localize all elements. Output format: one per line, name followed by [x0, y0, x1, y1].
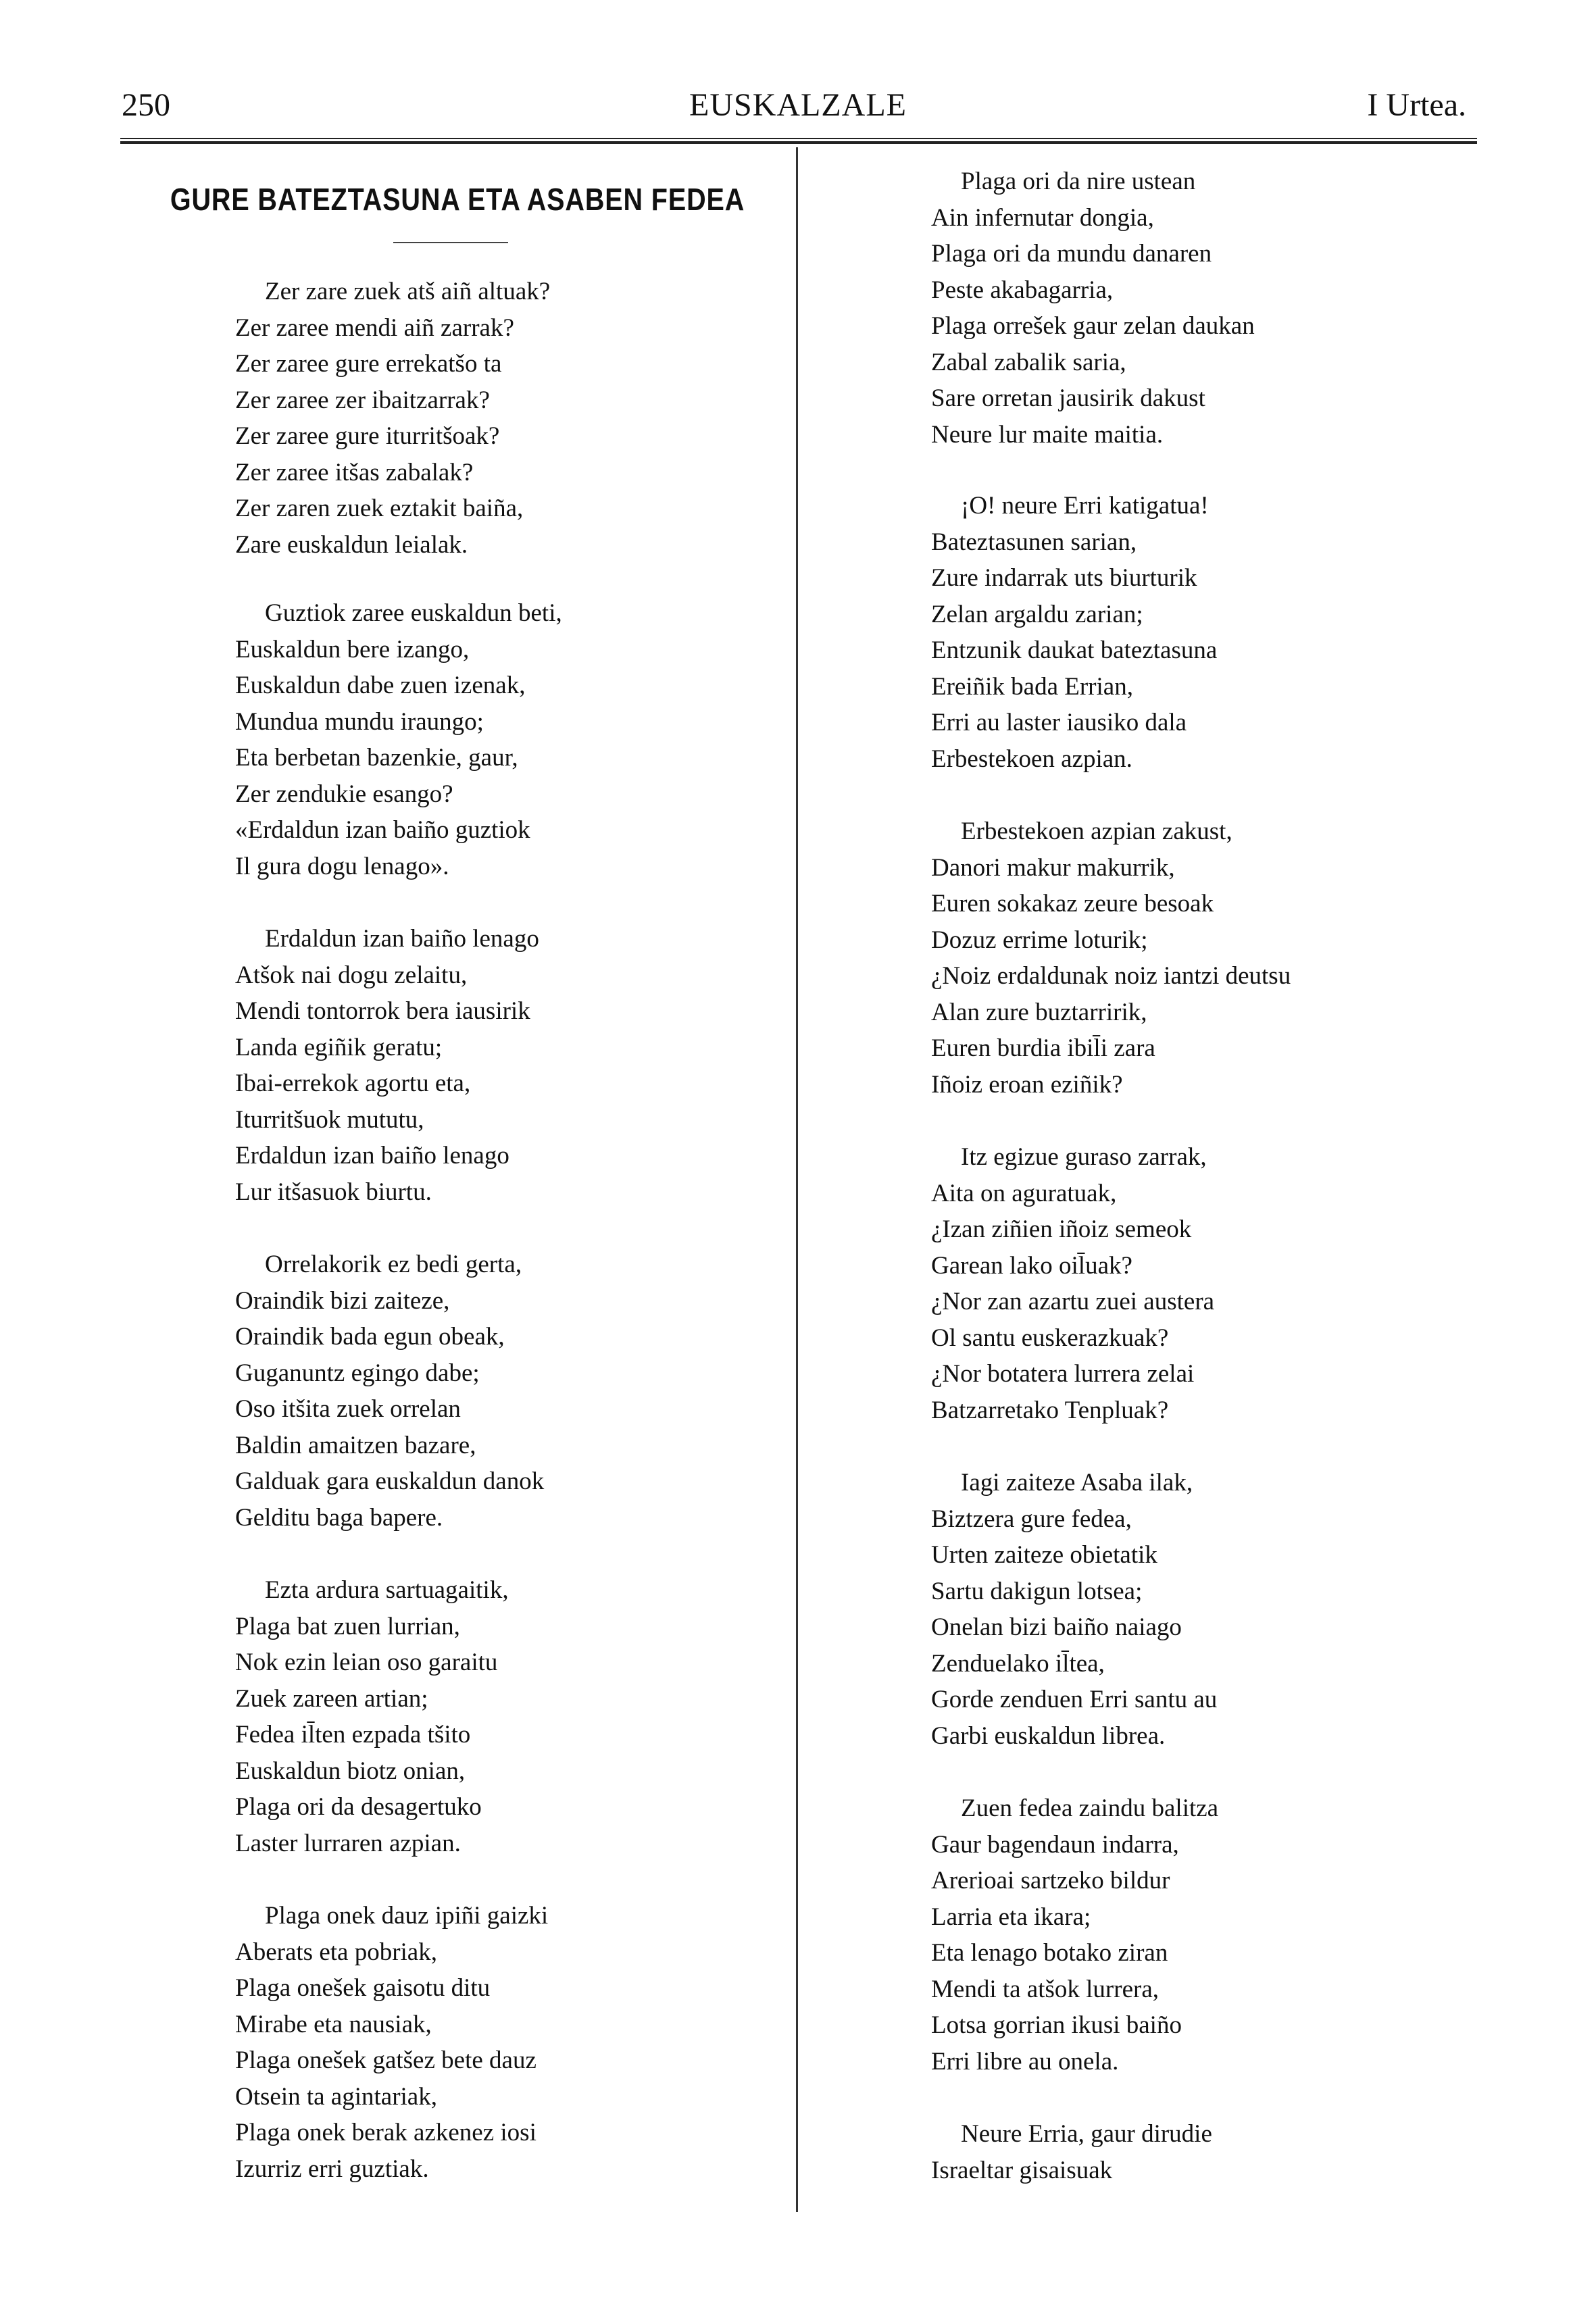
stanza: [235, 1898, 776, 2187]
verse-line: Ereiñik bada Errian,: [931, 672, 1133, 701]
verse-line: Onelan bizi baiño naiago: [931, 1613, 1182, 1641]
verse-line: Guztiok zaree euskaldun beti,: [265, 599, 562, 627]
verse-line: Mendi ta atšok lurrera,: [931, 1975, 1159, 2003]
stanza: [931, 1465, 1472, 1754]
verse-line: Israeltar gisaisuak: [931, 2156, 1113, 2184]
verse-line: Biztzera gure fedea,: [931, 1505, 1132, 1533]
verse-line: Ain infernutar dongia,: [931, 203, 1154, 232]
verse-line: Neure Erria, gaur dirudie: [961, 2120, 1212, 2148]
verse-line: Sartu dakigun lotsea;: [931, 1577, 1143, 1605]
verse-line: Il gura dogu lenago».: [235, 852, 449, 880]
verse-line: Mirabe eta nausiak,: [235, 2010, 432, 2038]
verse-line: Zer zendukie esango?: [235, 780, 453, 808]
verse-line: Zuek zareen artian;: [235, 1684, 428, 1713]
verse-line: Danori makur makurrik,: [931, 853, 1175, 882]
verse-line: Zure indarrak uts biurturik: [931, 564, 1197, 592]
header-rule-thin: [120, 138, 1477, 139]
verse-line: Mendi tontorrok bera iausirik: [235, 997, 530, 1025]
issue-label: I Urtea.: [1367, 87, 1466, 123]
verse-line: Baldin amaitzen bazare,: [235, 1431, 476, 1459]
verse-line: ¡O! neure Erri katigatua!: [961, 492, 1209, 520]
verse-line: Iñoiz eroan eziñik?: [931, 1070, 1123, 1099]
verse-line: Oraindik bizi zaiteze,: [235, 1286, 450, 1315]
stanza: [931, 1790, 1472, 2080]
verse-line: Plaga onešek gaisotu ditu: [235, 1974, 491, 2002]
verse-line: Izurriz erri guztiak.: [235, 2155, 429, 2183]
verse-line: Zuen fedea zaindu balitza: [961, 1794, 1219, 1822]
stanza: [235, 1247, 776, 1536]
page-number: 250: [122, 87, 170, 123]
verse-line: Zer zaree gure iturritšoak?: [235, 422, 500, 450]
verse-line: Erdaldun izan baiño lenago: [235, 1142, 509, 1169]
verse-line: Euren sokakaz zeure besoak: [931, 890, 1214, 917]
verse-line: Lur itšasuok biurtu.: [235, 1178, 432, 1206]
verse-line: Zer zaree gure errekatšo ta: [235, 350, 502, 378]
stanza: [235, 921, 776, 1210]
verse-line: Plaga onešek gatšez bete dauz: [235, 2046, 537, 2074]
verse-line: Plaga ori da mundu danaren: [931, 240, 1212, 268]
verse-line: Orrelakorik ez bedi gerta,: [265, 1251, 522, 1278]
stanza: [931, 488, 1472, 777]
verse-line: Aberats eta pobriak,: [235, 1938, 437, 1966]
verse-line: Ezta ardura sartuagaitik,: [265, 1576, 509, 1604]
verse-line: Garbi euskaldun librea.: [931, 1721, 1166, 1750]
verse-line: Erri libre au onela.: [931, 2047, 1119, 2076]
verse-line: Ol santu euskerazkuak?: [931, 1324, 1169, 1352]
verse-line: Oraindik bada egun obeak,: [235, 1323, 505, 1351]
verse-line: Atšok nai dogu zelaitu,: [235, 961, 468, 989]
verse-line: Gelditu baga bapere.: [235, 1503, 443, 1532]
title-rule: [393, 242, 508, 243]
verse-line: Zare euskaldun leialak.: [235, 530, 468, 559]
verse-line: Erdaldun izan baiño lenago: [265, 925, 539, 953]
verse-line: Plaga ori da desagertuko: [235, 1793, 482, 1821]
verse-line: Zelan argaldu zarian;: [931, 600, 1143, 628]
verse-line: Eta lenago botako ziran: [931, 1939, 1168, 1967]
verse-line: ¿Noiz erdaldunak noiz iantzi deutsu: [931, 962, 1291, 990]
verse-line: Neure lur maite maitia.: [931, 420, 1164, 449]
verse-line: Guganuntz egingo dabe;: [235, 1359, 480, 1387]
verse-line: Mundua mundu iraungo;: [235, 707, 484, 736]
verse-line: Bateztasunen sarian,: [931, 528, 1137, 556]
verse-line: Peste akabagarria,: [931, 276, 1114, 304]
verse-line: Ibai-errekok agortu eta,: [235, 1070, 471, 1097]
verse-line: Nok ezin leian oso garaitu: [235, 1649, 498, 1676]
verse-line: Oso itšita zuek orrelan: [235, 1395, 461, 1423]
verse-line: Iturritšuok mututu,: [235, 1105, 424, 1134]
verse-line: Plaga onek berak azkenez iosi: [235, 2119, 537, 2146]
verse-line: Entzunik daukat bateztasuna: [931, 636, 1218, 664]
stanza: [931, 2116, 1472, 2188]
verse-line: Alan zure buztarririk,: [931, 998, 1147, 1026]
verse-line: Gorde zenduen Erri santu au: [931, 1686, 1218, 1713]
verse-line: Lotsa gorrian ikusi baiño: [931, 2011, 1182, 2039]
verse-line: Fedea il̄ten ezpada tšito: [235, 1721, 471, 1749]
journal-title: EUSKALZALE: [689, 87, 907, 123]
verse-line: Urten zaiteze obietatik: [931, 1541, 1157, 1569]
verse-line: Arerioai sartzeko bildur: [931, 1867, 1170, 1894]
verse-line: ¿Nor zan azartu zuei austera: [931, 1288, 1215, 1315]
verse-line: Larria eta ikara;: [931, 1903, 1091, 1931]
verse-line: Zabal zabalik saria,: [931, 348, 1126, 376]
stanza: [931, 1139, 1472, 1428]
stanza: [235, 1572, 776, 1861]
verse-line: Zer zaree mendi aiñ zarrak?: [235, 313, 514, 342]
verse-line: Itz egizue guraso zarrak,: [961, 1143, 1207, 1171]
verse-line: Eta berbetan bazenkie, gaur,: [235, 744, 518, 772]
verse-line: Iagi zaiteze Asaba ilak,: [961, 1469, 1193, 1496]
verse-line: Erbestekoen azpian.: [931, 745, 1132, 773]
verse-line: Sare orretan jausirik dakust: [931, 384, 1205, 412]
verse-line: Garean lako oil̄uak?: [931, 1251, 1132, 1280]
verse-line: Gaur bagendaun indarra,: [931, 1830, 1179, 1859]
verse-line: Euskaldun biotz onian,: [235, 1757, 466, 1785]
header-rule-thick: [120, 141, 1477, 144]
verse-line: Erbestekoen azpian zakust,: [961, 818, 1232, 845]
verse-line: Plaga bat zuen lurrian,: [235, 1612, 460, 1640]
verse-line: Zenduelako il̄tea,: [931, 1649, 1105, 1678]
verse-line: Erri au laster iausiko dala: [931, 709, 1187, 736]
column-divider: [796, 147, 798, 2212]
stanza: [235, 274, 776, 563]
stanza: [235, 595, 776, 884]
verse-line: ¿Nor botatera lurrera zelai: [931, 1360, 1195, 1388]
verse-line: Euskaldun bere izango,: [235, 635, 470, 663]
article-title: GURE BATEZTASUNA ETA ASABEN FEDEA: [170, 182, 745, 217]
stanza: [931, 164, 1472, 453]
verse-line: Zer zaree zer ibaitzarrak?: [235, 386, 490, 414]
verse-line: Batzarretako Tenpluak?: [931, 1396, 1169, 1424]
verse-line: ¿Izan ziñien iñoiz semeok: [931, 1215, 1192, 1243]
verse-line: Plaga onek dauz ipiñi gaizki: [265, 1902, 549, 1930]
verse-line: Plaga orrešek gaur zelan daukan: [931, 312, 1255, 340]
verse-line: Otsein ta agintariak,: [235, 2082, 437, 2111]
verse-line: Euren burdia ibil̄i zara: [931, 1034, 1155, 1062]
verse-line: Aita on aguratuak,: [931, 1179, 1117, 1207]
verse-line: Euskaldun dabe zuen izenak,: [235, 672, 526, 699]
verse-line: Galduak gara euskaldun danok: [235, 1467, 545, 1495]
stanza: [931, 813, 1472, 1103]
verse-line: Zer zaree itšas zabalak?: [235, 458, 474, 486]
verse-line: Zer zaren zuek eztakit baiña,: [235, 495, 524, 522]
verse-line: Dozuz errime loturik;: [931, 926, 1148, 954]
verse-line: «Erdaldun izan baiño guztiok: [235, 816, 530, 844]
verse-line: Plaga ori da nire ustean: [961, 168, 1196, 195]
verse-line: Zer zare zuek atš aiñ altuak?: [265, 278, 551, 305]
verse-line: Landa egiñik geratu;: [235, 1033, 443, 1061]
verse-line: Laster lurraren azpian.: [235, 1829, 461, 1857]
